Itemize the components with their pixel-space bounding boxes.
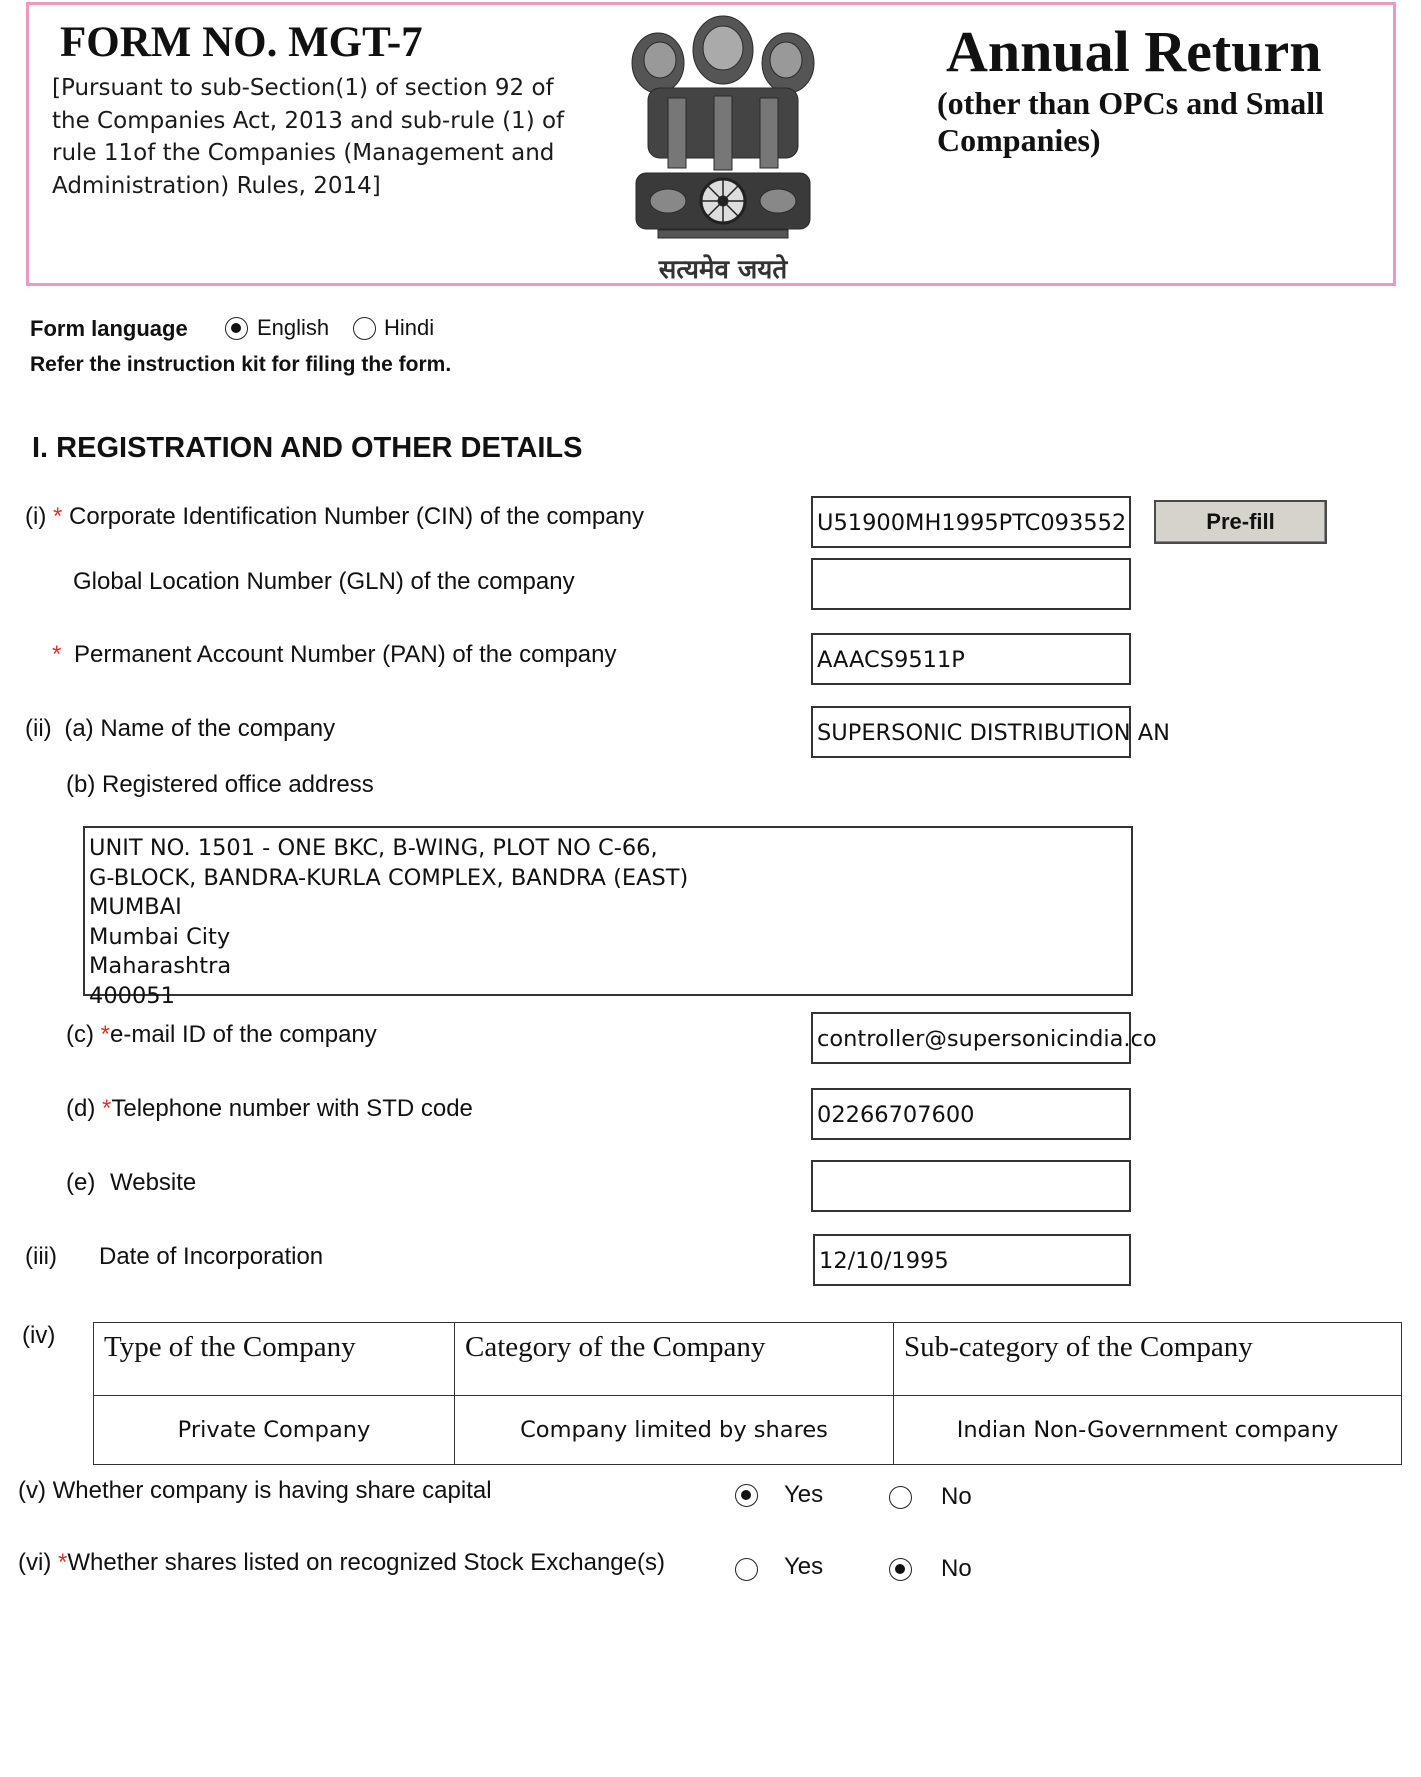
incorporation-date-input[interactable]: 12/10/1995 [813,1234,1131,1286]
prefill-button[interactable]: Pre-fill [1154,500,1327,544]
cin-required-mark: * [53,503,63,530]
gln-input[interactable] [811,558,1131,610]
listed-no-radio[interactable] [889,1558,912,1581]
language-radio-hindi[interactable] [353,317,376,340]
subcategory-value: Indian Non-Government company [894,1396,1402,1465]
address-line: G-BLOCK, BANDRA-KURLA COMPLEX, BANDRA (EAST) [89,864,689,891]
share-capital-no-label: No [941,1483,972,1510]
name-prefix: (ii) [25,715,52,742]
form-subtitle: (other than OPCs and Small Companies) [937,85,1325,158]
website-prefix: (e) [66,1169,96,1196]
incorporation-prefix: (iii) [25,1243,57,1270]
address-label: (b) Registered office address [66,771,374,798]
form-number: FORM NO. MGT-7 [60,19,423,66]
website-input[interactable] [811,1160,1131,1212]
address-line: 400051 [89,982,175,1009]
address-line: MUMBAI [89,894,182,920]
listed-label: Whether shares listed on recognized Stock Exchange(s) [67,1549,665,1576]
type-value: Private Company [94,1396,455,1465]
instruction-text: Refer the instruction kit for filing the form. [30,353,452,376]
language-radio-english[interactable] [225,317,248,340]
company-type-table [93,1322,1402,1465]
section-title: I. REGISTRATION AND OTHER DETAILS [32,432,583,464]
listed-yes-radio[interactable] [735,1558,758,1581]
company-type-prefix: (iv) [22,1322,56,1349]
form-language-label: Form language [30,316,188,341]
address-line: UNIT NO. 1501 - ONE BKC, B-WING, PLOT NO C-66, [89,835,658,861]
share-capital-yes-radio[interactable] [735,1484,758,1507]
email-required-mark: * [100,1021,110,1048]
subcategory-header: Sub-category of the Company [894,1323,1402,1396]
form-title: Annual Return [946,19,1322,84]
share-capital-no-radio[interactable] [889,1486,912,1509]
telephone-label: Telephone number with STD code [111,1095,473,1122]
cin-input[interactable]: U51900MH1995PTC093552 [811,496,1131,548]
incorporation-label: Date of Incorporation [99,1243,324,1270]
listed-no-label: No [941,1555,972,1582]
listed-yes-label: Yes [784,1553,824,1580]
telephone-required-mark: * [102,1095,112,1122]
gln-label: Global Location Number (GLN) of the company [73,568,575,595]
cin-label: Corporate Identification Number (CIN) of the company [69,503,644,530]
address-line: Mumbai City [89,923,231,950]
telephone-input[interactable]: 02266707600 [811,1088,1131,1140]
language-option-english: English [257,315,330,340]
address-textarea[interactable] [83,826,1133,1009]
pan-label: Permanent Account Number (PAN) of the company [74,641,617,668]
type-header: Type of the Company [94,1323,455,1396]
email-input[interactable]: controller@supersonicindia.co [811,1012,1131,1064]
category-header: Category of the Company [455,1323,894,1396]
email-prefix: (c) [66,1021,94,1048]
name-label: (a) Name of the company [64,715,336,742]
language-option-hindi: Hindi [384,315,435,340]
share-capital-yes-label: Yes [784,1481,824,1508]
share-capital-label: (v) Whether company is having share capital [18,1477,492,1504]
emblem-motto: सत्यमेव जयते [658,255,788,285]
website-label: Website [110,1169,197,1196]
company-name-input[interactable]: SUPERSONIC DISTRIBUTION AN [811,706,1131,758]
pan-required-mark: * [52,641,62,668]
listed-prefix: (vi) [18,1549,52,1576]
cin-prefix: (i) [25,503,47,530]
pursuant-text: [Pursuant to sub-Section(1) of section 92 of the Companies Act, 2013 and sub-rule (1) of rule 11of the Companies (Management and Administration) Rules, 2014] [52,75,565,199]
address-line: Maharashtra [89,953,232,979]
telephone-prefix: (d) [66,1095,96,1122]
category-value: Company limited by shares [455,1396,894,1465]
state-emblem-icon [618,8,828,252]
listed-required-mark: * [58,1549,68,1576]
email-label: e-mail ID of the company [110,1021,377,1048]
pan-input[interactable]: AAACS9511P [811,633,1131,685]
